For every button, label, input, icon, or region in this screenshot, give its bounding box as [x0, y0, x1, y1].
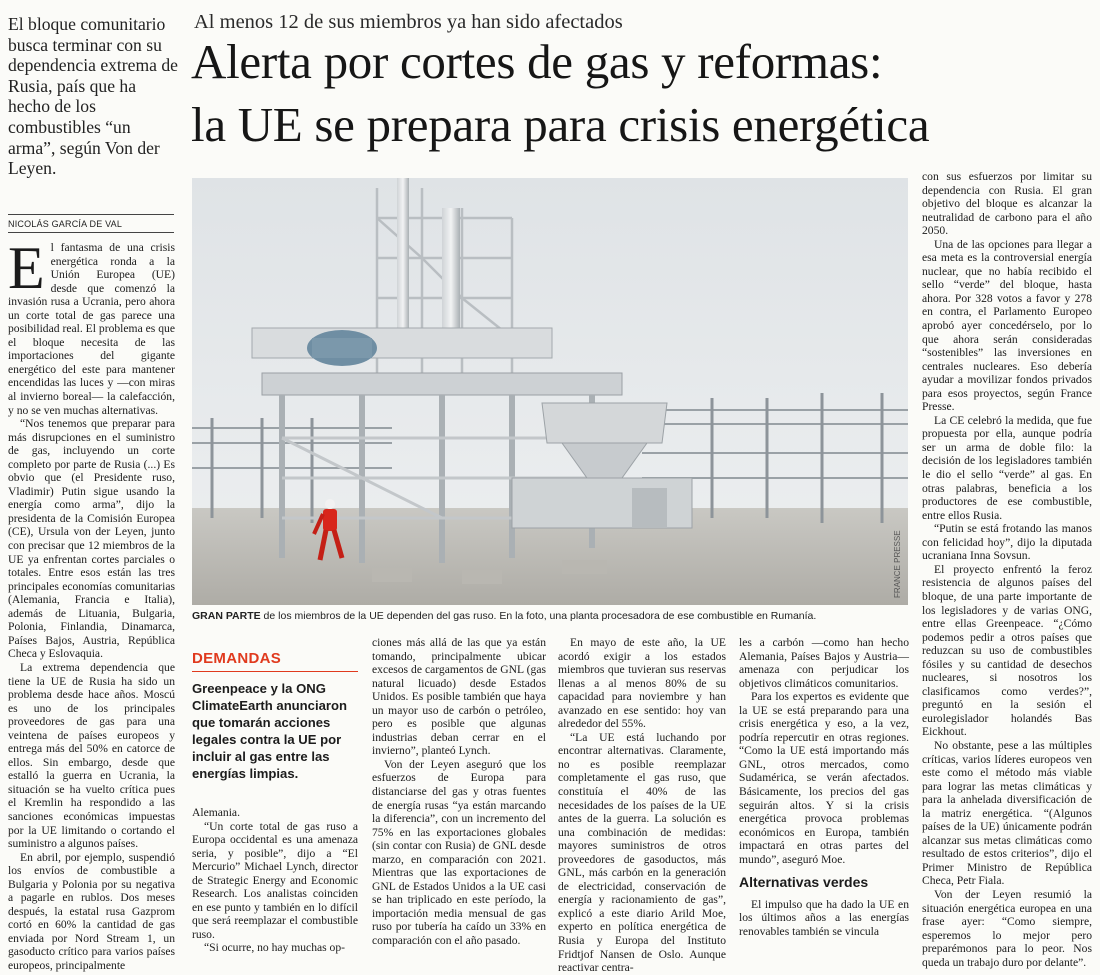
column-5	[739, 636, 909, 954]
paragraph-4: En abril, por ejemplo, suspendió los envíos de combustible a Bulgaria y Polonia por su negativa a pagarle en rublos. Dos meses después, la estatal rusa Gazprom cortó en 60% la cantidad de gas enviada por Nord Stream 1, un gasoducto crítico para varios países europeos, principalmente	[8, 850, 175, 972]
photo-credit: FRANCE PRESSE	[893, 530, 902, 598]
paragraph-6: No obstante, pese a las múltiples críticas, varios líderes europeos ven este como el método más viable para lograr las metas climáticas y para la anhelada diversificación de la matriz energética. “(Algunos países de la UE) únicamente podrán alcanzar sus metas climáticas como resultado de estos criterios”, dijo el Primer Ministro de República Checa, Petr Fiala.	[922, 738, 1092, 888]
byline-rule-bottom	[8, 232, 174, 233]
paragraph-2: Una de las opciones para llegar a esa meta es la controversial energía nuclear, que no había recibido el sello “verde” del bloque, hasta ahora. Por 328 votos a favor y 278 en contra, el Parlamento Europeo aprobó ayer concedérselo, por lo que ahora serán consideradas “sostenibles” las inversiones en centrales nucleares. Eso debería ayudar a movilizar fondos privados para esos proyectos, según France Presse.	[922, 237, 1092, 414]
column-6	[922, 170, 1092, 969]
paragraph-1: El fantasma de una crisis energética ronda a la Unión Europea (UE) desde que comenzó la invasión rusa a Ucrania, pero ahora un corte total de gas parece una posibilidad real. El problema es que el bloque necesita de las importaciones del gigante energético del este para mantener encendidas las luces y —con miras al invierno boreal— la calefacción, y no se ven muchas alternativas.	[8, 235, 175, 417]
column-4	[558, 636, 726, 975]
byline-rule	[8, 214, 174, 215]
paragraph-2: Von der Leyen aseguró que los esfuerzos de Europa para distanciarse del gas y otras fuentes de energía rusas “ya están marcando la diferencia”, con un incremento del 75% en las exportaciones globales (sin contar con Rusia) de GNL desde marzo, en comparación con 2021. Mientras que las exportaciones de GNL de Estados Unidos a la UE casi se han triplicado en este período, la importación media mensual de gas ruso por tubería ha caído un 33% en comparación con el año pasado.	[372, 757, 546, 948]
paragraph-3: El impulso que ha dado la UE en los últimos años a las energías renovables también se vincula	[739, 897, 909, 938]
paragraph-2: “Un corte total de gas ruso a Europa occidental es una amenaza seria, y posible”, dijo a “El Mercurio” Michael Lynch, director de Strategic Energy and Economic Research. Los analistas coinciden en ese punto y también en lo difícil que será reemplazar el combustible ruso.	[192, 819, 358, 941]
dropcap: E	[8, 235, 45, 301]
byline: NICOLÁS GARCÍA DE VAL	[8, 219, 123, 229]
demandas-tag-rule	[192, 671, 358, 672]
paragraph-2: Para los expertos es evidente que la UE se está preparando para una crisis energética y eso, a la vez, podría repercutir en otras regiones. “Como la UE está importando más GNL, otros mercados, como Sudamérica, se verán afectados. Básicamente, los precios del gas seguirán altos. Y si la crisis energética provoca problemas económicos en Europa, también impactará en otras partes del mundo”, aseguró Moe.	[739, 690, 909, 866]
paragraph-7: Von der Leyen resumió la situación energética europea en una frase ayer: “Como siempre, esperemos lo mejor pero preparémonos para lo peor. Nos queda un trabajo duro por delante”.	[922, 887, 1092, 969]
paragraph-3: “Si ocurre, no hay muchas op-	[204, 941, 346, 955]
kicker: Al menos 12 de sus miembros ya han sido afectados	[194, 11, 623, 33]
demandas-text: Greenpeace y la ONG ClimateEarth anunciaron que tomarán acciones legales contra la UE por incluir al gas entre las energías limpias.	[192, 681, 347, 781]
column-3	[372, 636, 546, 954]
paragraph-1: Alemania.	[192, 806, 240, 819]
paragraph-1: En mayo de este año, la UE acordó exigir a los estados miembros que tuvieran sus reservas llenas a al menos 80% de su capacidad para noviembre y han avanzado en ese sentido: hoy van alrededor del 55%.	[558, 636, 726, 731]
paragraph-3: La extrema dependencia que tiene la UE de Rusia ha sido un problema desde hace años. Moscú es uno de los principales proveedores de gas para una veintena de países europeos y entrega más del 50% en catorce de ellos. Sin embargo, desde que estalló la guerra en Ucrania, la situación se ha vuelto crítica pues el Kremlin ha respondido a las sanciones económicas impuestas por la UE limitando o cortando el suministro a algunos países.	[8, 660, 175, 851]
column-2	[192, 806, 358, 954]
paragraph-2: “Nos tenemos que preparar para más disrupciones en el suministro de gas, incluyendo un corte completo por parte de Rusia (...) Es obvio que (el Presidente ruso, Vladimir) Putin sigue usando la energía como arma”, dijo la presidenta de la Comisión Europea (CE), Ursula von der Leyen, junto con precisar que 12 miembros de la UE ya enfrentan cortes parciales o totales. Entre esos están las tres principales economías comunitarias (Alemania, Francia e Italia), además de Lituania, Bulgaria, Polonia, Finlandia, Dinamarca, Países Bajos, Austria, República Checa y Eslovaquia.	[8, 417, 175, 661]
headline-line-2: la UE se prepara para crisis energética	[191, 97, 930, 152]
paragraph-3: La CE celebró la medida, que fue propuesta por ella, aunque podría ser un arma de doble filo: la decisión de los legisladores también le dio el sello “verde” al gas. En otras palabras, beneficia a los productores de ese combustible, entre ellos Rusia.	[922, 413, 1092, 522]
paragraph-1: les a carbón —como han hecho Alemania, Países Bajos y Austria— amenaza con perjudicar los objetivos climáticos comunitarios.	[739, 636, 909, 690]
paragraph-1: con sus esfuerzos por limitar su dependencia con Rusia. El gran objetivo del bloque es alcanzar la neutralidad de carbono para el año 2050.	[922, 170, 1092, 238]
lede-summary: El bloque comunitario busca terminar con su dependencia extrema de Rusia, país que ha hecho de los combustibles “un arma”, según Von der Leyen.	[8, 14, 178, 179]
paragraph-5: El proyecto enfrentó la feroz resistencia de algunos países del bloque, de una parte importante de los legisladores y de varias ONG, entre ellas Greenpeace. “¿Cómo podemos pedir a otros países que reduzcan su uso de combustibles fósiles y su cantidad de desechos nucleares, si nosotros los clasificamos como verdes?”, preguntó en la sesión el eurolegislador holandés Bas Eickhout.	[922, 562, 1092, 739]
subhead-alternativas: Alternativas verdes	[739, 874, 869, 891]
paragraph-4: “Putin se está frotando las manos con felicidad hoy”, dijo la diputada ucraniana Inna Sovsun.	[922, 522, 1092, 563]
caption-bold: GRAN PARTE	[192, 610, 261, 622]
column-1	[8, 235, 175, 972]
photo-caption	[192, 610, 908, 622]
demandas-tag: DEMANDAS	[192, 650, 282, 667]
headline-line-1: Alerta por cortes de gas y reformas:	[191, 34, 883, 89]
gas-plant-illustration	[192, 178, 908, 605]
paragraph-2: “La UE está luchando por encontrar alternativas. Claramente, no es posible reemplazar completamente el gas ruso, que constituía el 40% de las necesidades de los países de la UE antes de la guerra. La solución es una combinación de medidas: mayores suministros de otros proveedores de gasoductos, más GNL, más carbón en la generación de electricidad, conservación de energía y racionamiento de gas”, explicó a este diario Arild Moe, experto en política energética de Rusia y Europa del Instituto Fridtjof Nansen de Oslo. Aunque reactivar centra-	[558, 730, 726, 975]
paragraph-1: ciones más allá de las que ya están tomando, principalmente ubicar excesos de cargamentos de GNL (gas natural licuado) desde Estados Unidos. Es posible también que haya un mayor uso de carbón o petróleo, pero es posible que algunas industrias deban cerrar en el invierno”, planteó Lynch.	[372, 636, 546, 758]
caption-text: de los miembros de la UE dependen del gas ruso. En la foto, una planta procesadora de ese combustible en Rumanía.	[260, 610, 817, 622]
gas-plant-photo	[192, 178, 908, 605]
demandas-box	[192, 650, 358, 790]
